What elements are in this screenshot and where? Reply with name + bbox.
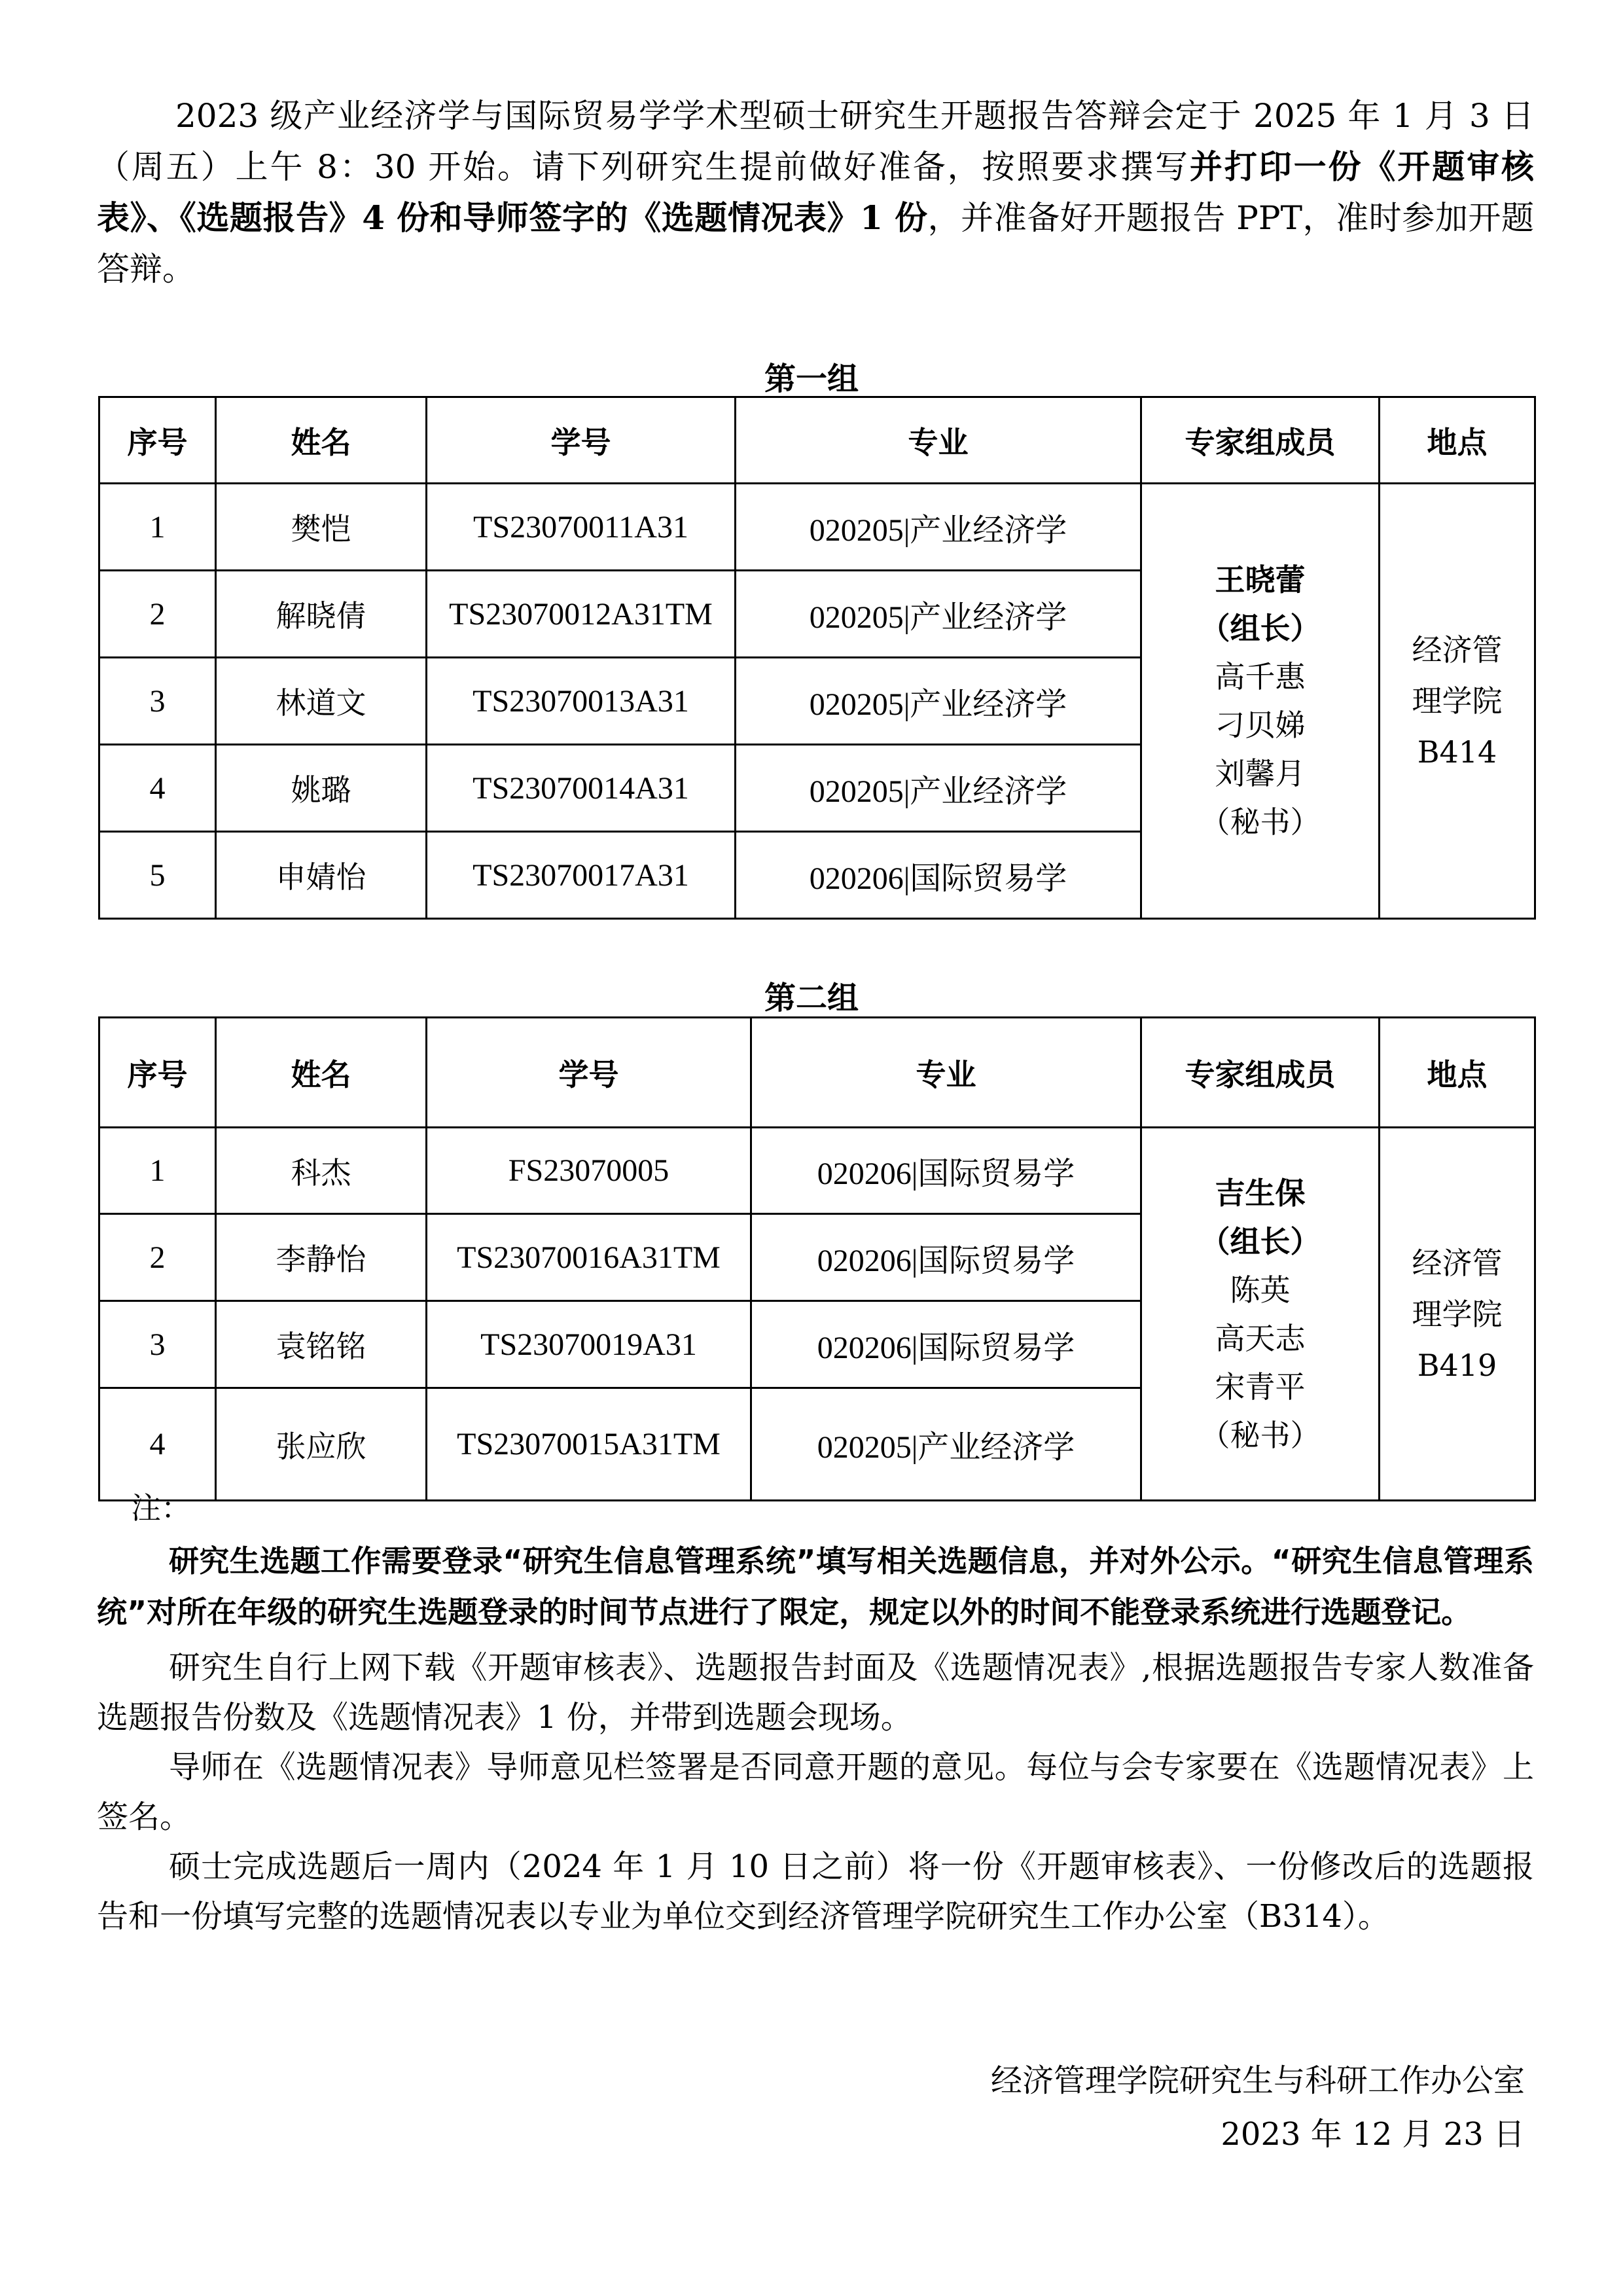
header-name: 姓名 (216, 397, 427, 484)
cell-seq: 1 (99, 484, 216, 571)
header-place: 地点 (1380, 397, 1535, 484)
cell-name: 樊恺 (216, 484, 427, 571)
notes-label: 注： (131, 1490, 191, 1526)
cell-seq: 5 (99, 832, 216, 919)
panel-member: 刁贝娣 (1215, 708, 1306, 743)
header-name: 姓名 (216, 1018, 427, 1128)
panel-member: 高千惠 (1215, 659, 1306, 694)
header-place: 地点 (1380, 1018, 1535, 1128)
table-header-row (99, 1018, 1535, 1128)
panel-leader: 王晓蕾 (1215, 562, 1306, 598)
table-row (99, 484, 1535, 571)
cell-seq: 3 (99, 658, 216, 745)
intro-text-end: ，并准备好开题报告 PPT，准时参加开题答辩。 (97, 199, 1534, 288)
intro-paragraph (97, 90, 1534, 295)
panel-member: 高天志 (1215, 1320, 1306, 1356)
cell-id: TS23070019A31 (427, 1301, 751, 1388)
cell-id: TS23070016A31TM (427, 1214, 751, 1301)
note-paragraph: 硕士完成选题后一周内（2024 年 1 月 10 日之前）将一份《开题审核表》、一份修改后的选题报告和一份填写完整的选题情况表以专业为单位交到经济管理学院研究生工作办公室（B314）。 (97, 1848, 1534, 1935)
cell-id: TS23070014A31 (427, 745, 736, 832)
location-room: B419 (1417, 1347, 1497, 1383)
panel-member: 陈英 (1230, 1272, 1291, 1308)
note-paragraph: 研究生选题工作需要登录“研究生信息管理系统”填写相关选题信息，并对外公示。“研究生信息管理系统”对所在年级的研究生选题登录的时间节点进行了限定，规定以外的时间不能登录系统进行选题登记。 (97, 1543, 1534, 1630)
cell-id: TS23070012A31TM (427, 571, 736, 658)
cell-name: 李静怡 (216, 1214, 427, 1301)
cell-id: FS23070005 (427, 1128, 751, 1214)
panel-leader-role: （组长） (1200, 1223, 1321, 1259)
cell-name: 张应欣 (216, 1388, 427, 1501)
cell-major: 020206|国际贸易学 (751, 1128, 1141, 1214)
cell-major: 020205|产业经济学 (751, 1388, 1141, 1501)
note-paragraph: 导师在《选题情况表》导师意见栏签署是否同意开题的意见。每位与会专家要在《选题情况表》上签名。 (97, 1749, 1534, 1835)
cell-seq: 4 (99, 1388, 216, 1501)
cell-name: 姚璐 (216, 745, 427, 832)
note-paragraph: 研究生自行上网下载《开题审核表》、选题报告封面及《选题情况表》,根据选题报告专家人数准备选题报告份数及《选题情况表》1 份，并带到选题会现场。 (97, 1649, 1534, 1736)
panel-secretary-role: （秘书） (1200, 1417, 1321, 1453)
cell-name: 袁铭铭 (216, 1301, 427, 1388)
location-cell (1380, 484, 1535, 919)
panel-member: 宋青平 (1215, 1369, 1306, 1405)
cell-seq: 2 (99, 1214, 216, 1301)
location-line: 理学院 (1412, 1296, 1503, 1332)
panel-leader-role: （组长） (1200, 611, 1321, 646)
location-line: 经济管 (1412, 1245, 1503, 1281)
cell-seq: 3 (99, 1301, 216, 1388)
group1-table (98, 396, 1536, 920)
header-seq: 序号 (99, 397, 216, 484)
cell-major: 020206|国际贸易学 (751, 1301, 1141, 1388)
header-panel: 专家组成员 (1141, 1018, 1380, 1128)
header-panel: 专家组成员 (1141, 397, 1380, 484)
location-room: B414 (1417, 734, 1497, 770)
intro-text: 2023 级产业经济学与国际贸易学学术型硕士研究生开题报告答辩会定于 2025 年 1 月 3 日（周五）上午 8：30 开始。请下列研究生提前做好准备，按照要求撰写 (97, 97, 1534, 186)
header-seq: 序号 (99, 1018, 216, 1128)
location-line: 理学院 (1412, 683, 1503, 719)
cell-name: 科杰 (216, 1128, 427, 1214)
cell-seq: 2 (99, 571, 216, 658)
signature-date: 2023 年 12 月 23 日 (1221, 2116, 1525, 2153)
signature-office: 经济管理学院研究生与科研工作办公室 (990, 2062, 1525, 2099)
cell-major: 020206|国际贸易学 (736, 832, 1141, 919)
panel-members-cell (1141, 484, 1380, 919)
cell-seq: 4 (99, 745, 216, 832)
group1-title: 第一组 (764, 361, 859, 397)
header-id: 学号 (427, 397, 736, 484)
panel-member: 刘馨月 (1215, 756, 1306, 791)
header-major: 专业 (736, 397, 1141, 484)
cell-major: 020206|国际贸易学 (751, 1214, 1141, 1301)
header-id: 学号 (427, 1018, 751, 1128)
cell-name: 申婧怡 (216, 832, 427, 919)
intro-bold-text: 并打印一份《开题审核表》、《选题报告》4 份和导师签字的《选题情况表》1 份 (97, 147, 1534, 237)
location-line: 经济管 (1412, 632, 1503, 668)
cell-id: TS23070015A31TM (427, 1388, 751, 1501)
table-row (99, 1128, 1535, 1214)
cell-name: 解晓倩 (216, 571, 427, 658)
cell-id: TS23070013A31 (427, 658, 736, 745)
cell-id: TS23070017A31 (427, 832, 736, 919)
cell-major: 020205|产业经济学 (736, 484, 1141, 571)
cell-major: 020205|产业经济学 (736, 658, 1141, 745)
notes-section (97, 1535, 1534, 1941)
header-major: 专业 (751, 1018, 1141, 1128)
cell-major: 020205|产业经济学 (736, 571, 1141, 658)
cell-name: 林道文 (216, 658, 427, 745)
group2-table (98, 1016, 1536, 1501)
panel-secretary-role: （秘书） (1200, 804, 1321, 840)
panel-leader: 吉生保 (1215, 1175, 1306, 1211)
table-header-row (99, 397, 1535, 484)
cell-id: TS23070011A31 (427, 484, 736, 571)
group2-title: 第二组 (764, 980, 859, 1016)
panel-members-cell (1141, 1128, 1380, 1501)
location-cell (1380, 1128, 1535, 1501)
cell-major: 020205|产业经济学 (736, 745, 1141, 832)
cell-seq: 1 (99, 1128, 216, 1214)
